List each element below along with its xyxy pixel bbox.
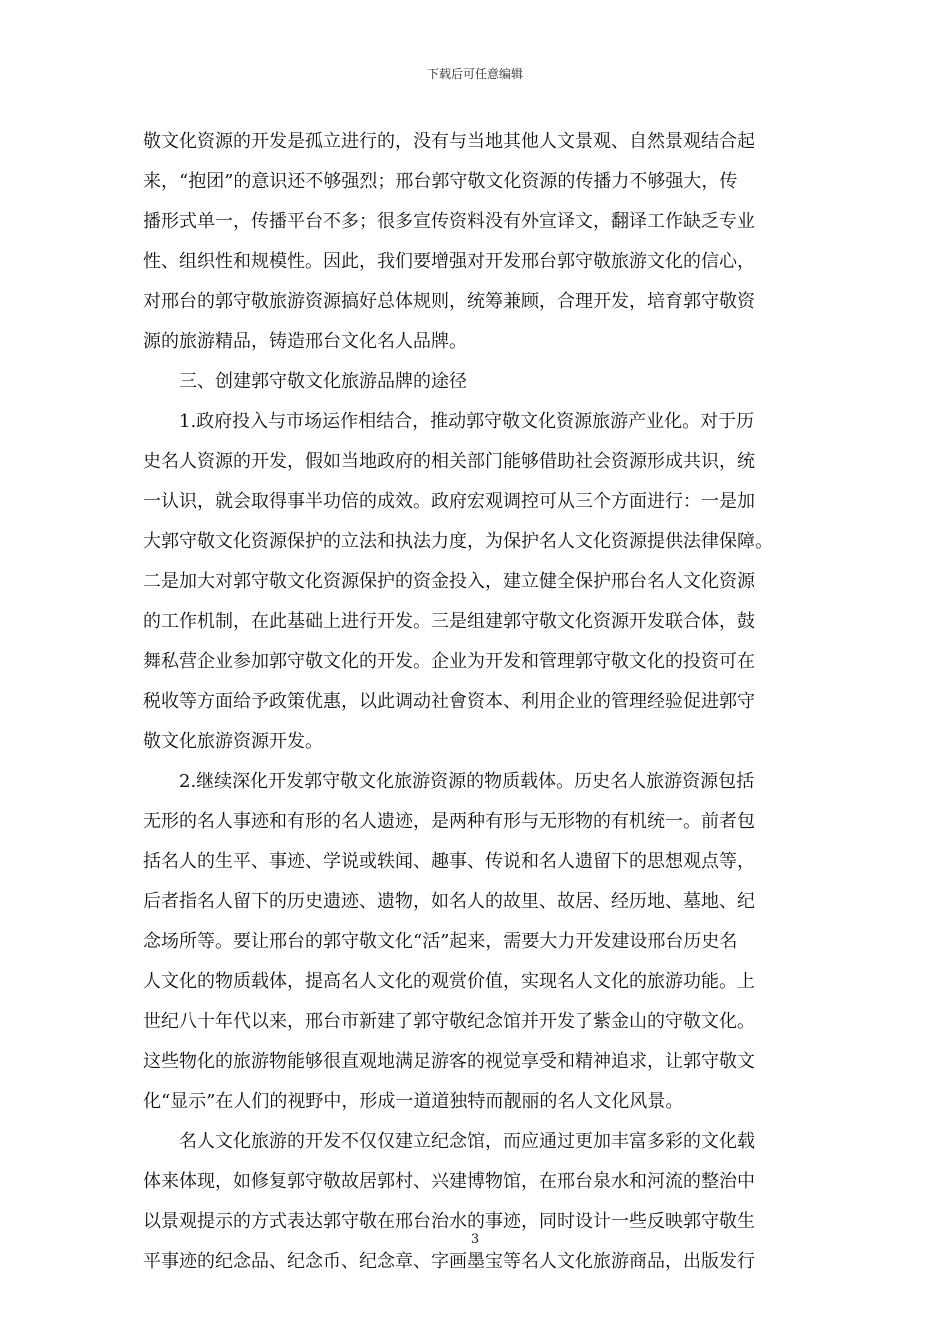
- text-line: 无形的名人事迹和有形的名人遗迹，是两种有形与无形物的有机统一。前者包: [143, 811, 755, 832]
- text-line: 播形式单一，传播平台不多；很多宣传资料没有外宣译文，翻译工作缺乏专业: [143, 211, 755, 232]
- text-line: 敬文化旅游资源开发。: [143, 731, 323, 752]
- text-line: 1.政府投入与市场运作相结合，推动郭守敬文化资源旅游产业化。对于历: [179, 411, 755, 432]
- text-line: 源的旅游精品，铸造邢台文化名人品牌。: [143, 331, 467, 352]
- text-line: 对邢台的郭守敬旅游资源搞好总体规则，统筹兼顾，合理开发，培育郭守敬资: [143, 291, 755, 312]
- text-line: 舞私营企业参加郭守敬文化的开发。企业为开发和管理郭守敬文化的投资可在: [143, 651, 755, 672]
- text-line: 二是加大对郭守敬文化资源保护的资金投入，建立健全保护邢台名人文化资源: [143, 571, 755, 592]
- text-line: 念场所等。要让邢台的郭守敬文化“活”起来，需要大力开发建设邢台历史名: [143, 931, 738, 952]
- text-line: 性、组织性和规模性。因此，我们要增强对开发邢台郭守敬旅游文化的信心，: [143, 251, 755, 272]
- text-line: 名人文化旅游的开发不仅仅建立纪念馆，而应通过更加丰富多彩的文化载: [179, 1131, 755, 1152]
- text-line: 括名人的生平、事迹、学说或轶闻、趣事、传说和名人遗留下的思想观点等，: [143, 851, 755, 872]
- text-line: 的工作机制，在此基础上进行开发。三是组建郭守敬文化资源开发联合体，鼓: [143, 611, 755, 632]
- text-line: 史名人资源的开发，假如当地政府的相关部门能够借助社会资源形成共识，统: [143, 451, 755, 472]
- text-line: 化“显示”在人们的视野中，形成一道道独特而靓丽的名人文化风景。: [143, 1091, 684, 1112]
- text-line: 税收等方面给予政策优惠，以此调动社會资本、利用企业的管理经验促进郭守: [143, 691, 755, 712]
- text-line: 人文化的物质载体，提高名人文化的观赏价值，实现名人文化的旅游功能。上: [143, 971, 755, 992]
- text-line: 敬文化资源的开发是孤立进行的，没有与当地其他人文景观、自然景观结合起: [143, 131, 755, 152]
- text-line: 后者指名人留下的历史遗迹、遗物，如名人的故里、故居、经历地、墓地、纪: [143, 891, 755, 912]
- text-line: 平事迹的纪念品、纪念币、纪念章、字画墨宝等名人文化旅游商品，出版发行: [143, 1251, 755, 1272]
- text-line: 来，“抱团”的意识还不够强烈；邢台郭守敬文化资源的传播力不够强大，传: [143, 171, 738, 192]
- text-line: 2.继续深化开发郭守敬文化旅游资源的物质载体。历史名人旅游资源包括: [179, 771, 755, 792]
- page-number: 3: [470, 1232, 480, 1247]
- section-heading: 三、创建郭守敬文化旅游品牌的途径: [179, 371, 467, 392]
- text-line: 体来体现，如修复郭守敬故居郭村、兴建博物馆，在邢台泉水和河流的整治中: [143, 1171, 755, 1192]
- page-header: 下载后可任意编辑: [426, 67, 523, 81]
- text-line: 大郭守敬文化资源保护的立法和执法力度，为保护名人文化资源提供法律保障。: [143, 531, 773, 552]
- text-line: 世纪八十年代以来，邢台市新建了郭守敬纪念馆并开发了紫金山的守敬文化。: [143, 1011, 755, 1032]
- text-line: 这些物化的旅游物能够很直观地满足游客的视觉享受和精神追求，让郭守敬文: [143, 1051, 755, 1072]
- text-line: 以景观提示的方式表达郭守敬在邢台治水的事迹，同时设计一些反映郭守敬生: [143, 1211, 755, 1232]
- text-line: 一认识，就会取得事半功倍的成效。政府宏观调控可从三个方面进行：一是加: [143, 491, 755, 512]
- document-body: [143, 122, 809, 1282]
